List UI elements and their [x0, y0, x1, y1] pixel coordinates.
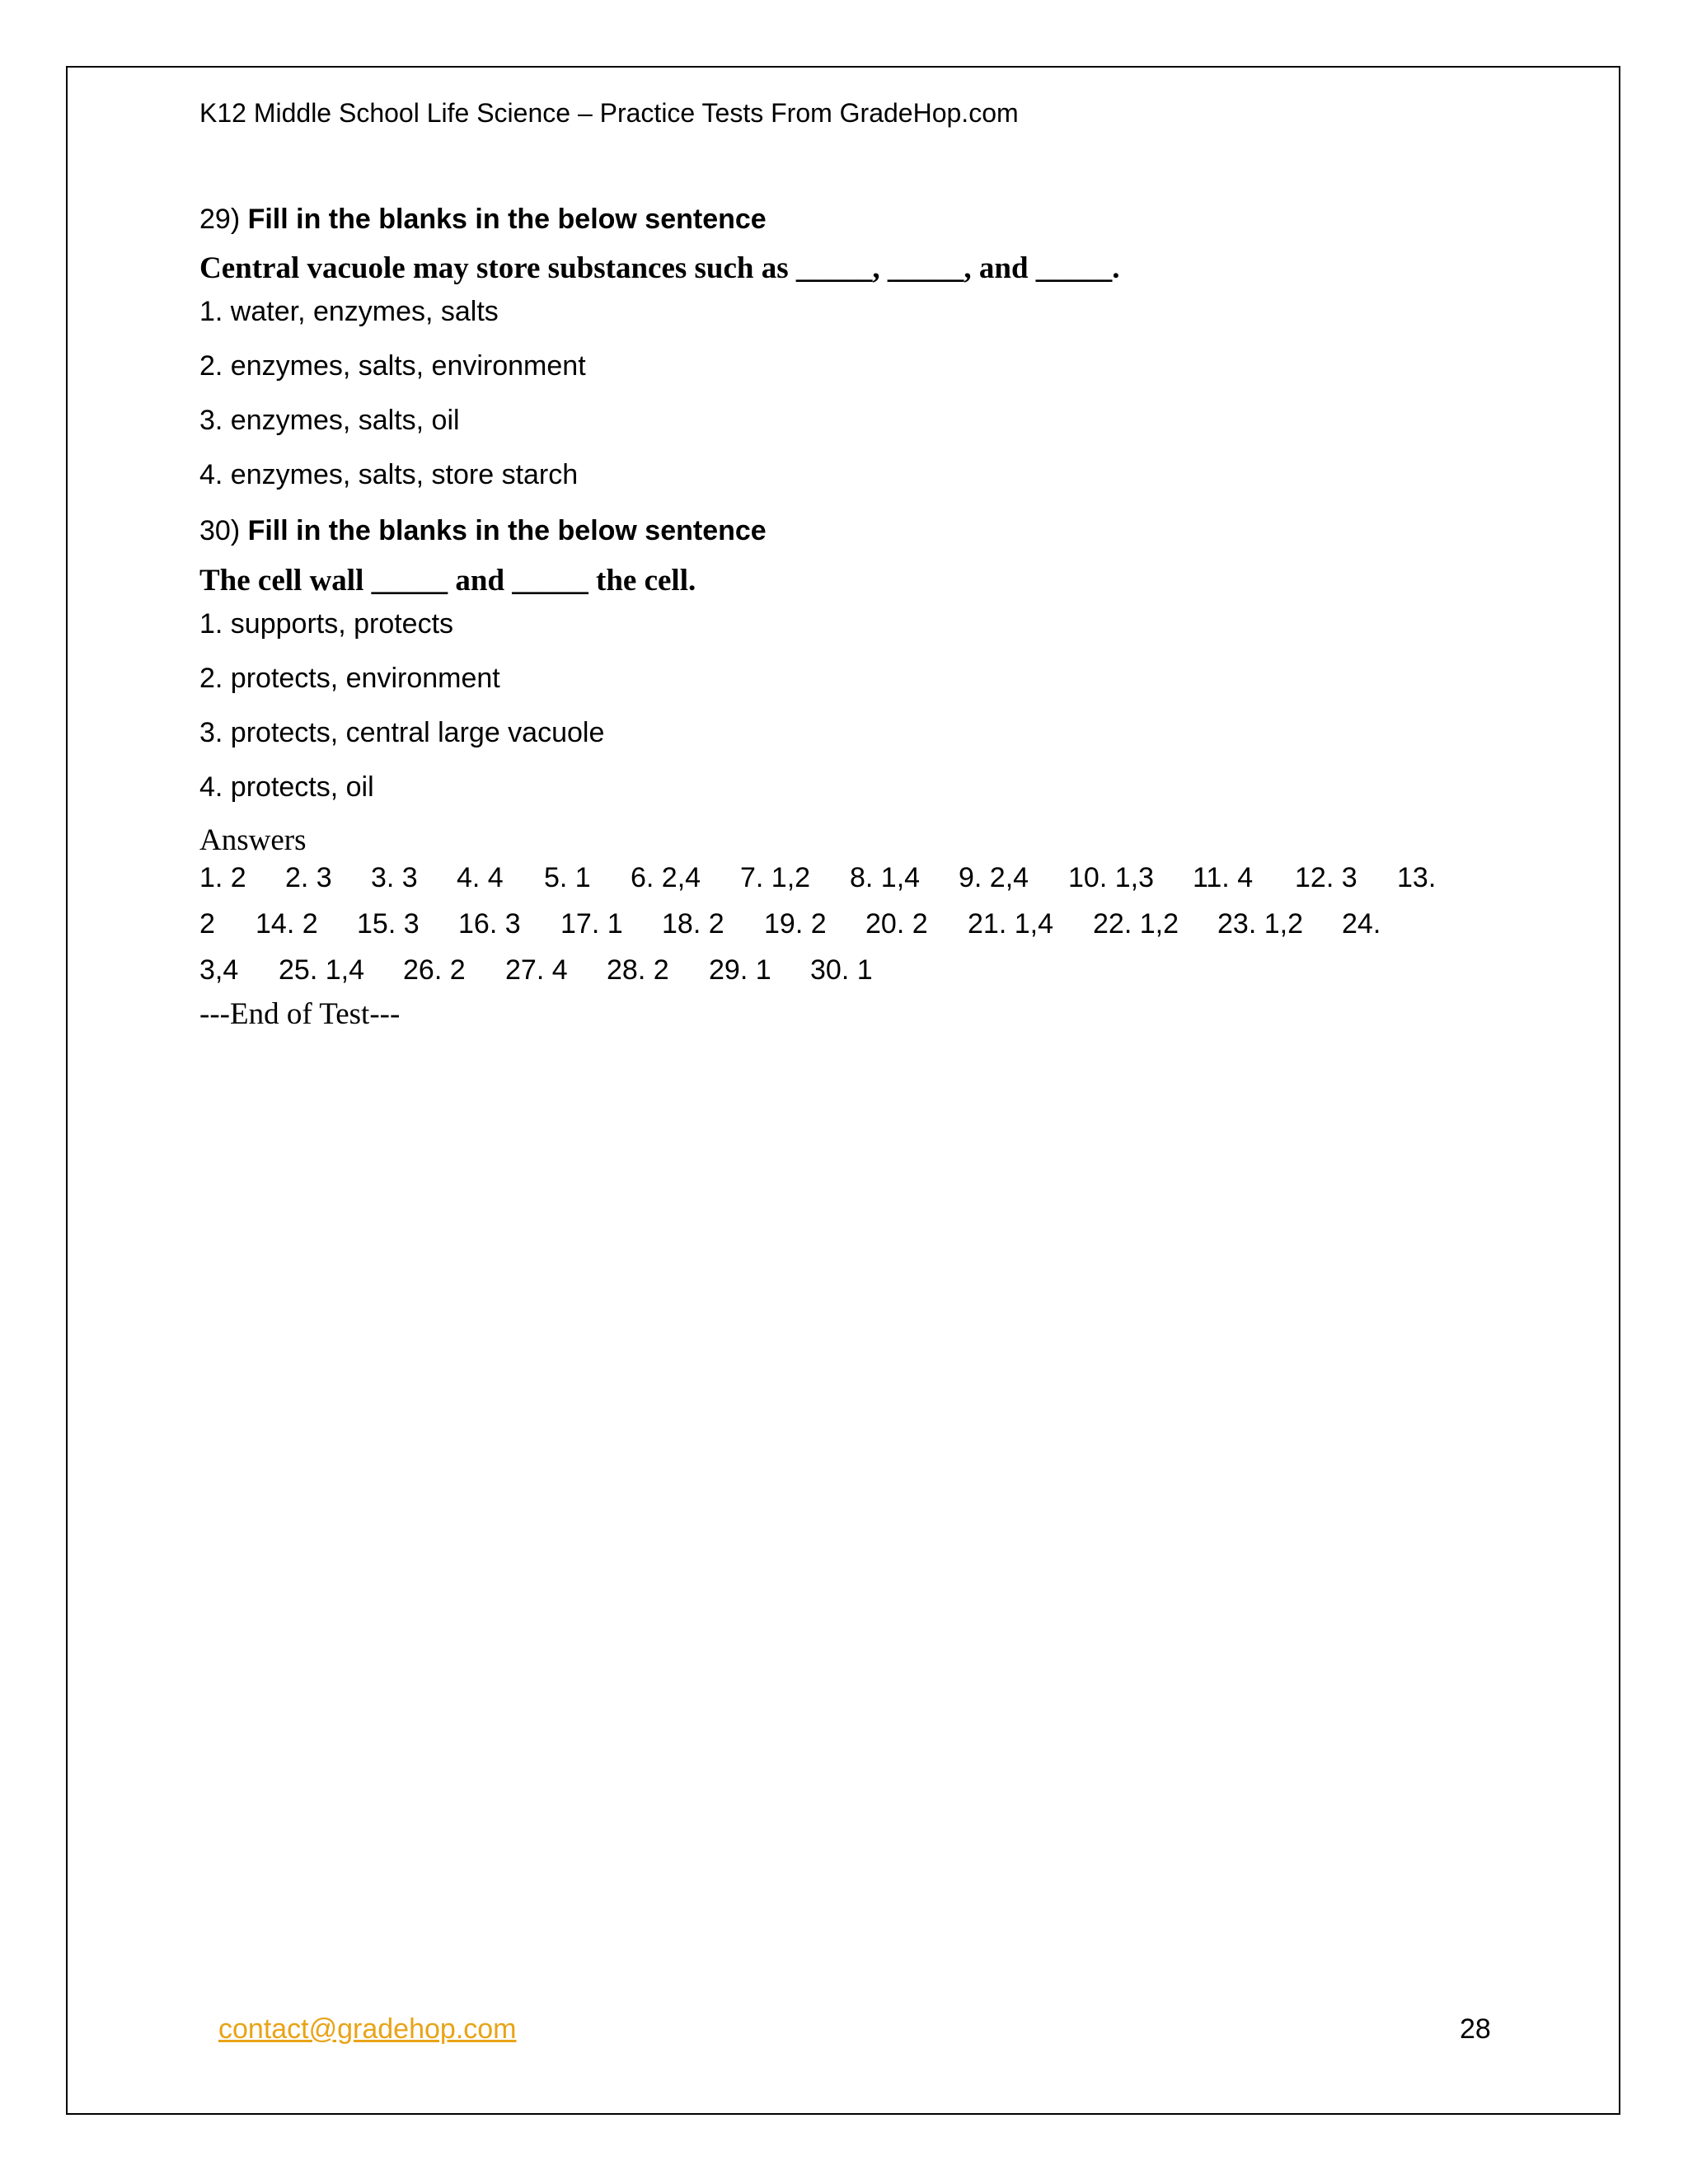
question-29-option-2[interactable]: 2. enzymes, salts, environment	[199, 350, 586, 382]
question-30-option-2[interactable]: 2. protects, environment	[199, 663, 500, 694]
answer-item: 23. 1,2	[1217, 908, 1303, 940]
question-30-heading	[199, 515, 767, 547]
answer-item: 10. 1,3	[1068, 862, 1154, 893]
answer-item: 5. 1	[544, 862, 591, 893]
answer-item: 3. 3	[371, 862, 418, 893]
answer-item: 25. 1,4	[279, 954, 364, 986]
answer-item: 3,4	[199, 954, 239, 986]
answer-item: 22. 1,2	[1093, 908, 1179, 940]
answer-item: 7. 1,2	[740, 862, 811, 893]
answer-item: 2. 3	[285, 862, 332, 893]
answer-item: 4. 4	[457, 862, 504, 893]
question-29-number: 29)	[199, 204, 241, 235]
question-29-heading	[199, 204, 767, 236]
question-30-option-3[interactable]: 3. protects, central large vacuole	[199, 717, 605, 748]
question-30-option-4[interactable]: 4. protects, oil	[199, 771, 374, 803]
question-29-option-1[interactable]: 1. water, enzymes, salts	[199, 296, 499, 327]
answer-item: 14. 2	[256, 908, 318, 940]
question-29-text: Central vacuole may store substances such as _____, _____, and _____.	[199, 251, 1120, 285]
answers-label: Answers	[199, 823, 307, 857]
answer-item: 30. 1	[810, 954, 873, 986]
answer-item: 9. 2,4	[959, 862, 1029, 893]
page-number: 28	[1460, 2013, 1491, 2045]
question-30-number: 30)	[199, 515, 241, 546]
answer-line-1	[0, 862, 1688, 900]
contact-email-link[interactable]: contact@gradehop.com	[218, 2013, 517, 2045]
answer-item: 13.	[1397, 862, 1437, 893]
answer-line-3	[0, 954, 1688, 992]
question-30-text: The cell wall _____ and _____ the cell.	[199, 564, 696, 598]
question-29-option-3[interactable]: 3. enzymes, salts, oil	[199, 405, 460, 436]
answer-item: 2	[199, 908, 215, 940]
question-30-instruction: Fill in the blanks in the below sentence	[247, 515, 767, 546]
question-29-option-4[interactable]: 4. enzymes, salts, store starch	[199, 459, 579, 490]
answer-item: 20. 2	[865, 908, 928, 940]
answer-item: 24.	[1342, 908, 1381, 940]
answer-item: 1. 2	[199, 862, 246, 893]
answer-item: 19. 2	[764, 908, 827, 940]
answer-item: 8. 1,4	[850, 862, 921, 893]
question-29-instruction: Fill in the blanks in the below sentence	[247, 204, 767, 235]
answer-item: 18. 2	[662, 908, 724, 940]
answer-item: 11. 4	[1193, 862, 1254, 893]
answer-item: 16. 3	[458, 908, 521, 940]
answer-item: 21. 1,4	[968, 908, 1053, 940]
answer-item: 26. 2	[403, 954, 466, 986]
answer-item: 15. 3	[357, 908, 420, 940]
answer-line-2	[0, 908, 1688, 946]
answer-item: 17. 1	[560, 908, 623, 940]
answer-item: 6. 2,4	[631, 862, 701, 893]
page-header: K12 Middle School Life Science – Practice Tests From GradeHop.com	[199, 98, 1019, 128]
answer-item: 28. 2	[607, 954, 669, 986]
answer-item: 29. 1	[709, 954, 771, 986]
end-of-test: ---End of Test---	[199, 997, 401, 1031]
answer-item: 12. 3	[1295, 862, 1357, 893]
answer-item: 27. 4	[505, 954, 568, 986]
question-30-option-1[interactable]: 1. supports, protects	[199, 608, 454, 640]
